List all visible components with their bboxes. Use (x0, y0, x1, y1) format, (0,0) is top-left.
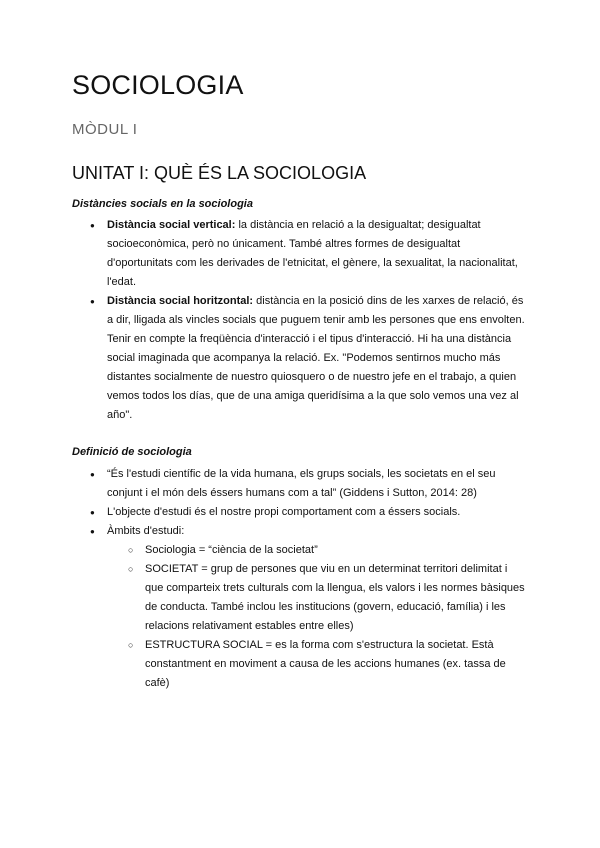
document-title: SOCIOLOGIA (72, 70, 244, 100)
sublist-item-social-structure: ○ ESTRUCTURA SOCIAL = es la forma com s'estructura la societat. Està constantment en moviment a causa de les accions humanes (ex. tassa de cafè) (0, 636, 600, 693)
section-distances (0, 216, 600, 425)
text-horizontal-distance: distància en la posició dins de les xarxes de relació, és a dir, lligada als vincles socials que puguem tenir amb les persones que ens envolten. Tenir en compte la freqüència d'interacció i el tipus d'interacció. Hi ha una distància social imaginada que acompanya la relació. Ex. "Podemos sentirnos mucho más distantes socialmente de nuestro quiosquero o de nuestro jefe en el trabajo, a quien vemos todos los días, que de una amiga queridísima a la que solo vemos una vez al año". (107, 295, 525, 421)
section-heading-definition: Definició de sociologia (72, 446, 192, 458)
section-definition (0, 465, 600, 693)
term-vertical-distance: Distància social vertical: (107, 219, 236, 231)
sublist-item-society: ○ SOCIETAT = grup de persones que viu en un determinat territori delimitat i que comparteix trets culturals com la llengua, els valors i les normes bàsiques de conducta. També inclou les institucions (govern, educació, família) i les relacions relativament estables entre elles) (0, 560, 600, 636)
unit-heading: UNITAT I: QUÈ ÉS LA SOCIOLOGIA (72, 163, 367, 183)
list-item-fields-of-study (0, 522, 600, 693)
fields-of-study-sublist (0, 541, 600, 693)
document-subtitle: MÒDUL I (72, 121, 138, 138)
definition-list (0, 465, 600, 693)
list-item-vertical-distance (0, 216, 600, 292)
fields-of-study-label: Àmbits d'estudi: (107, 525, 185, 537)
list-item-definition-quote: ● “És l'estudi científic de la vida humana, els grups socials, les societats en el seu conjunt i el món dels éssers humans com a tal” (Giddens i Sutton, 2014: 28) (0, 465, 600, 503)
list-item-horizontal-distance (0, 292, 600, 425)
distances-list (0, 216, 600, 425)
term-horizontal-distance: Distància social horitzontal: (107, 295, 254, 307)
text-vertical-distance: la distància en relació a la desigualtat; desigualtat socioeconòmica, però no únicament. També altres formes de desigualtat d'oportunitats com les derivades de l'etnicitat, el gènere, la sexualitat, la nacionalitat, l'edat. (107, 219, 518, 288)
section-heading-distances: Distàncies socials en la sociologia (72, 198, 253, 210)
sublist-item-sociology: ○ Sociologia = “ciència de la societat” (0, 541, 600, 560)
list-item-object-of-study: ● L'objecte d'estudi és el nostre propi comportament com a éssers socials. (0, 503, 600, 522)
